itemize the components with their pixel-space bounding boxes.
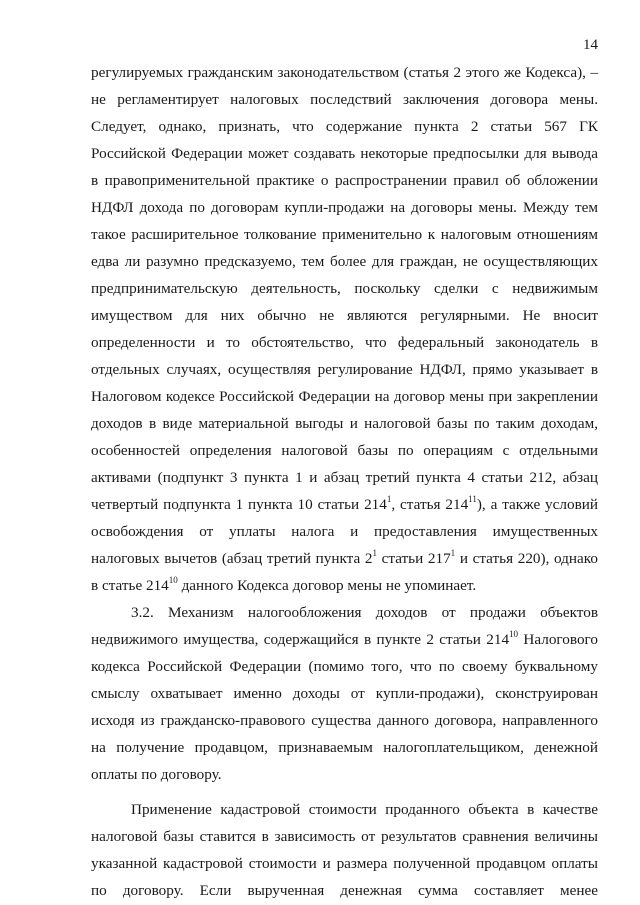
text-line: по договору. Если вырученная денежная сумма составляет менее — [91, 882, 598, 899]
text-line: указанной кадастровой стоимости и размера полученной продавцом оплаты — [91, 855, 598, 872]
superscript: 11 — [468, 493, 477, 504]
text-line: Налоговом кодексе Российской Федерации на договор мены при закреплении — [91, 388, 598, 405]
text-line: кодекса Российской Федерации (помимо того, что по своему буквальному — [91, 658, 598, 675]
text-line: предпринимательскую деятельность, поскольку сделки с недвижимым — [91, 280, 598, 297]
text-line: исходя из гражданско-правового существа данного договора, направленного — [91, 712, 598, 729]
text-line: активами (подпункт 3 пункта 1 и абзац третий пункта 4 статьи 212, абзац — [91, 469, 598, 486]
text-line: едва ли разумно предсказуемо, тем более для граждан, не осуществляющих — [91, 253, 598, 270]
text-line: особенностей определения налоговой базы по операциям с отдельными — [91, 442, 598, 459]
text-fragment: в статье 214 — [91, 577, 169, 594]
text-fragment: и статья 220), однако — [455, 550, 598, 567]
text-line: налоговой базы ставится в зависимость от результатов сравнения величины — [91, 828, 598, 845]
text-line: доходов в виде материальной выгоды и налоговой базы по таким доходам, — [91, 415, 598, 432]
text-fragment: ), а также условий — [476, 496, 598, 513]
superscript: 10 — [509, 628, 519, 639]
text-fragment: данного Кодекса договор мены не упоминает. — [177, 577, 477, 594]
text-fragment: недвижимого имущества, содержащийся в пункте 2 статьи 214 — [91, 631, 510, 648]
text-fragment: четвертый подпункта 1 пункта 10 статьи 214 — [91, 496, 387, 513]
text-line — [91, 574, 598, 595]
text-line — [91, 628, 598, 649]
text-line: имуществом для них обычно не являются регулярными. Не вносит — [91, 307, 598, 324]
text-line: на получение продавцом, признаваемым налогоплательщиком, денежной — [91, 739, 598, 756]
text-fragment: налоговых вычетов (абзац третий пункта 2 — [91, 550, 373, 567]
text-line: Следует, однако, признать, что содержание пункта 2 статьи 567 ГК — [91, 118, 598, 135]
text-line: оплаты по договору. — [91, 766, 222, 783]
page-number: 14 — [583, 37, 598, 53]
superscript: 1 — [450, 547, 456, 558]
text-fragment: статьи 217 — [376, 550, 451, 567]
text-line: освобождения от уплаты налога и предоставления имущественных — [91, 523, 598, 540]
text-fragment: , статья 214 — [391, 496, 469, 513]
superscript: 10 — [168, 574, 178, 585]
superscript: 1 — [372, 547, 377, 558]
text-line: регулируемых гражданским законодательством (статья 2 этого же Кодекса), – — [91, 64, 598, 81]
text-line: 3.2. Механизм налогообложения доходов от продажи объектов — [131, 604, 598, 621]
superscript: 1 — [386, 493, 392, 504]
text-line: такое расширительное толкование применительно к налоговым отношениям — [91, 226, 598, 243]
text-line: не регламентирует налоговых последствий заключения договора мены. — [91, 91, 598, 108]
text-line — [91, 493, 598, 514]
text-line: определенности и то обстоятельство, что федеральный законодатель в — [91, 334, 598, 351]
text-line: НДФЛ дохода по договорам купли-продажи на договоры мены. Между тем — [91, 199, 598, 216]
text-line — [91, 547, 598, 568]
text-line: Применение кадастровой стоимости проданного объекта в качестве — [131, 801, 598, 818]
text-line: смыслу охватывает именно доходы от купли-продажи), сконструирован — [91, 685, 598, 702]
text-line: Российской Федерации может создавать некоторые предпосылки для вывода — [91, 145, 598, 162]
text-line: в правоприменительной практике о распространении правил об обложении — [91, 172, 598, 189]
text-fragment: Налогового — [518, 631, 598, 648]
text-line: отдельных случаях, осуществляя регулирование НДФЛ, прямо указывает в — [91, 361, 598, 378]
